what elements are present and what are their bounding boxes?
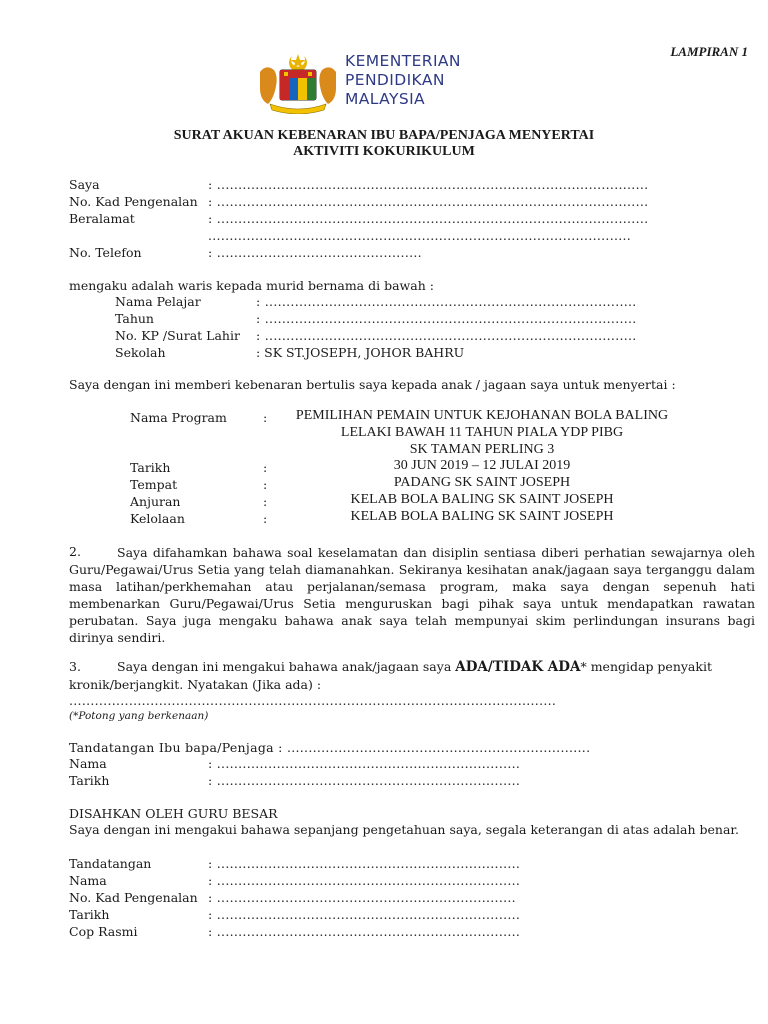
parent-address-field-1[interactable]: : ..................................................................................................... [208, 211, 649, 226]
illness-option[interactable]: ADA/TIDAK ADA [455, 659, 581, 675]
parent-phone-field[interactable]: : ................................................ [208, 245, 422, 260]
hm-sign-field[interactable]: : ....................................................................... [208, 856, 521, 871]
hm-sign-label: Tandatangan [69, 856, 152, 871]
program-date-value: 30 JUN 2019 – 12 JULAI 2019 [393, 458, 571, 473]
ministry-line-3: MALAYSIA [345, 90, 426, 108]
document-title-line-2: AKTIVITI KOKURIKULUM [293, 144, 475, 159]
student-year-label: Tahun [115, 311, 154, 326]
para-2-number: 2. [69, 544, 81, 559]
program-place-label: Tempat [130, 477, 178, 492]
hm-name-field[interactable]: : ....................................................................... [208, 873, 521, 888]
program-place-value: PADANG SK SAINT JOSEPH [393, 475, 571, 490]
parent-address-field-2[interactable]: ................................................................................................... [208, 228, 632, 243]
parent-name-label: Saya [69, 177, 100, 192]
parent-ic-label: No. Kad Pengenalan [69, 194, 198, 209]
student-kp-label: No. KP /Surat Lahir [115, 328, 240, 343]
para-3-line-1 [117, 659, 712, 675]
program-manager-value: KELAB BOLA BALING SK SAINT JOSEPH [350, 509, 614, 524]
parent-phone-label: No. Telefon [69, 245, 142, 260]
ministry-line-2: PENDIDIKAN [345, 71, 445, 89]
program-date-label: Tarikh [130, 460, 171, 475]
student-name-field[interactable]: : ....................................................................................... [256, 294, 637, 309]
program-date-colon: : [263, 460, 268, 475]
illness-details-field[interactable]: .................................................................................................................. [69, 693, 557, 708]
program-name-colon: : [263, 410, 268, 425]
ministry-name [345, 52, 461, 109]
hm-ic-label: No. Kad Pengenalan [69, 890, 198, 905]
program-manager-label: Kelolaan [130, 511, 185, 526]
hm-name-label: Nama [69, 873, 107, 888]
headmaster-heading: DISAHKAN OLEH GURU BESAR [69, 806, 278, 821]
hm-date-field[interactable]: : ....................................................................... [208, 907, 521, 922]
parent-sign-name-label: Nama [69, 756, 107, 771]
para-2-text: Saya difahamkan bahawa soal keselamatan dan disiplin sentiasa diberi perhatian sewajarnya oleh Guru/Pegawai/Urus Setia yang telah diamanahkan. Sekiranya kesihatan anak/jagaan saya terganggu dalam masa latihan/perkhemahan atau perjalanan/semasa program, maka saya dengan sepenuh hati membenarkan Guru/Pegawai/Urus Setia menguruskan bagi pihak saya untuk mendapatkan rawatan perubatan. Saya juga mengaku bahawa anak saya telah mempunyai skim perlindungan insurans bagi dirinya sendiri. [69, 545, 755, 645]
hm-ic-field[interactable]: : ...................................................................... [208, 890, 516, 905]
para-3-text-after: * mengidap penyakit [580, 659, 712, 674]
hm-stamp-field[interactable]: : ....................................................................... [208, 924, 521, 939]
permission-statement: Saya dengan ini memberi kebenaran bertulis saya kepada anak / jagaan saya untuk menyertai : [69, 377, 676, 392]
lampiran-label: LAMPIRAN 1 [670, 44, 748, 59]
parent-ic-field[interactable]: : ..................................................................................................... [208, 194, 649, 209]
para-3-number: 3. [69, 659, 81, 674]
parent-signature-field[interactable]: Tandatangan Ibu bapa/Penjaga : ....................................................................... [69, 740, 591, 755]
parent-sign-date-label: Tarikh [69, 773, 110, 788]
para-3-line-2: kronik/berjangkit. Nyatakan (Jika ada) : [69, 677, 322, 692]
program-name-label: Nama Program [130, 410, 227, 425]
document-title-line-1: SURAT AKUAN KEBENARAN IBU BAPA/PENJAGA MENYERTAI [173, 128, 595, 143]
hm-stamp-label: Cop Rasmi [69, 924, 138, 939]
malaysia-coat-of-arms-logo [254, 52, 342, 114]
program-name-line-3: SK TAMAN PERLING 3 [409, 442, 555, 457]
hm-date-label: Tarikh [69, 907, 110, 922]
program-organiser-value: KELAB BOLA BALING SK SAINT JOSEPH [350, 492, 614, 507]
program-organiser-label: Anjuran [130, 494, 181, 509]
student-school-label: Sekolah [115, 345, 166, 360]
student-name-label: Nama Pelajar [115, 294, 201, 309]
parent-address-label: Beralamat [69, 211, 135, 226]
program-name-line-2: LELAKI BAWAH 11 TAHUN PIALA YDP PIBG [340, 425, 624, 440]
student-year-field[interactable]: : ....................................................................................... [256, 311, 637, 326]
guardian-declaration: mengaku adalah waris kepada murid bernama di bawah : [69, 278, 434, 293]
parent-name-field[interactable]: : ..................................................................................................... [208, 177, 649, 192]
parent-sign-name-field[interactable]: : ....................................................................... [208, 756, 521, 771]
parent-sign-date-field[interactable]: : ....................................................................... [208, 773, 521, 788]
headmaster-statement: Saya dengan ini mengakui bahawa sepanjang pengetahuan saya, segala keterangan di atas adalah benar. [69, 822, 739, 837]
program-manager-colon: : [263, 511, 268, 526]
program-name-line-1: PEMILIHAN PEMAIN UNTUK KEJOHANAN BOLA BALING [295, 408, 669, 423]
program-place-colon: : [263, 477, 268, 492]
student-school-value: : SK ST.JOSEPH, JOHOR BAHRU [256, 345, 465, 360]
ministry-line-1: KEMENTERIAN [345, 52, 461, 70]
strike-through-note: (*Potong yang berkenaan) [69, 710, 209, 722]
student-kp-field[interactable]: : ....................................................................................... [256, 328, 637, 343]
program-organiser-colon: : [263, 494, 268, 509]
para-3-text-before: Saya dengan ini mengakui bahawa anak/jagaan saya [117, 659, 456, 674]
